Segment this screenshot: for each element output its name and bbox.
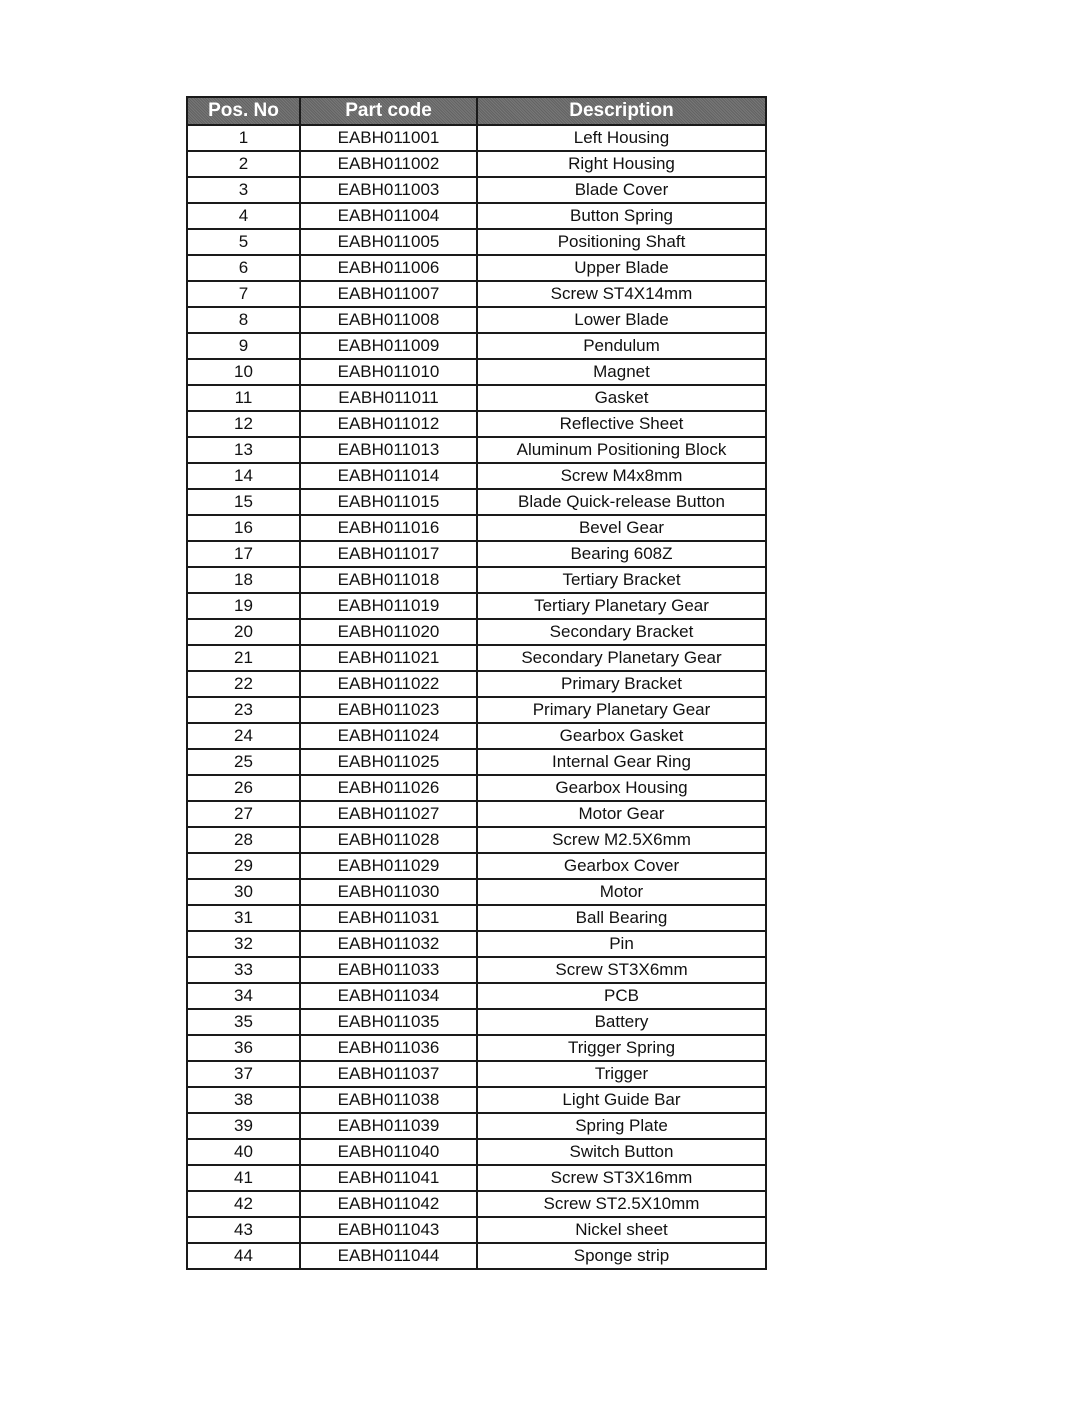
- part-code-cell: EABH011025: [300, 749, 477, 775]
- part-code-cell: EABH011004: [300, 203, 477, 229]
- pos-no-cell: 4: [187, 203, 300, 229]
- table-row: [187, 619, 766, 645]
- pos-no-cell: 30: [187, 879, 300, 905]
- part-code-cell: EABH011041: [300, 1165, 477, 1191]
- table-row: [187, 437, 766, 463]
- table-row: [187, 203, 766, 229]
- table-row: [187, 775, 766, 801]
- description-cell: Motor: [477, 879, 766, 905]
- table-body: [187, 125, 766, 1269]
- part-code-cell: EABH011015: [300, 489, 477, 515]
- description-cell: Pin: [477, 931, 766, 957]
- part-code-cell: EABH011017: [300, 541, 477, 567]
- description-cell: Primary Planetary Gear: [477, 697, 766, 723]
- table-row: [187, 411, 766, 437]
- table-row: [187, 593, 766, 619]
- table-row: [187, 281, 766, 307]
- pos-no-cell: 17: [187, 541, 300, 567]
- table-row: [187, 515, 766, 541]
- pos-no-cell: 12: [187, 411, 300, 437]
- table-row: [187, 905, 766, 931]
- part-code-cell: EABH011044: [300, 1243, 477, 1269]
- description-cell: Internal Gear Ring: [477, 749, 766, 775]
- part-code-cell: EABH011007: [300, 281, 477, 307]
- part-code-cell: EABH011009: [300, 333, 477, 359]
- pos-no-cell: 36: [187, 1035, 300, 1061]
- description-cell: Tertiary Planetary Gear: [477, 593, 766, 619]
- pos-no-cell: 19: [187, 593, 300, 619]
- pos-no-cell: 2: [187, 151, 300, 177]
- part-code-cell: EABH011040: [300, 1139, 477, 1165]
- pos-no-cell: 40: [187, 1139, 300, 1165]
- pos-no-cell: 34: [187, 983, 300, 1009]
- description-cell: Switch Button: [477, 1139, 766, 1165]
- table-row: [187, 463, 766, 489]
- description-cell: PCB: [477, 983, 766, 1009]
- pos-no-cell: 44: [187, 1243, 300, 1269]
- description-cell: Secondary Bracket: [477, 619, 766, 645]
- description-cell: Trigger: [477, 1061, 766, 1087]
- part-code-cell: EABH011039: [300, 1113, 477, 1139]
- table-row: [187, 1087, 766, 1113]
- table-row: [187, 1139, 766, 1165]
- table-row: [187, 229, 766, 255]
- pos-no-cell: 41: [187, 1165, 300, 1191]
- pos-no-cell: 9: [187, 333, 300, 359]
- pos-no-cell: 22: [187, 671, 300, 697]
- part-code-cell: EABH011006: [300, 255, 477, 281]
- table-row: [187, 723, 766, 749]
- description-cell: Aluminum Positioning Block: [477, 437, 766, 463]
- pos-no-cell: 7: [187, 281, 300, 307]
- table-row: [187, 333, 766, 359]
- description-cell: Tertiary Bracket: [477, 567, 766, 593]
- table-row: [187, 567, 766, 593]
- table-row: [187, 1191, 766, 1217]
- table-row: [187, 749, 766, 775]
- pos-no-cell: 13: [187, 437, 300, 463]
- part-code-cell: EABH011016: [300, 515, 477, 541]
- table-row: [187, 879, 766, 905]
- parts-list-table: [186, 96, 767, 1270]
- table-row: [187, 541, 766, 567]
- pos-no-cell: 31: [187, 905, 300, 931]
- part-code-cell: EABH011014: [300, 463, 477, 489]
- table-row: [187, 801, 766, 827]
- description-cell: Secondary Planetary Gear: [477, 645, 766, 671]
- pos-no-cell: 32: [187, 931, 300, 957]
- description-cell: Bearing 608Z: [477, 541, 766, 567]
- description-cell: Screw ST4X14mm: [477, 281, 766, 307]
- table-row: [187, 177, 766, 203]
- description-cell: Right Housing: [477, 151, 766, 177]
- pos-no-cell: 39: [187, 1113, 300, 1139]
- table-row: [187, 385, 766, 411]
- pos-no-cell: 43: [187, 1217, 300, 1243]
- table-row: [187, 1165, 766, 1191]
- pos-no-cell: 29: [187, 853, 300, 879]
- pos-no-cell: 16: [187, 515, 300, 541]
- table-row: [187, 931, 766, 957]
- header-part-code: Part code: [300, 97, 477, 125]
- description-cell: Screw M2.5X6mm: [477, 827, 766, 853]
- part-code-cell: EABH011035: [300, 1009, 477, 1035]
- part-code-cell: EABH011018: [300, 567, 477, 593]
- table-row: [187, 125, 766, 151]
- description-cell: Spring Plate: [477, 1113, 766, 1139]
- part-code-cell: EABH011034: [300, 983, 477, 1009]
- part-code-cell: EABH011013: [300, 437, 477, 463]
- description-cell: Trigger Spring: [477, 1035, 766, 1061]
- part-code-cell: EABH011024: [300, 723, 477, 749]
- description-cell: Gearbox Housing: [477, 775, 766, 801]
- description-cell: Upper Blade: [477, 255, 766, 281]
- pos-no-cell: 11: [187, 385, 300, 411]
- header-pos-no: Pos. No: [187, 97, 300, 125]
- table-row: [187, 1035, 766, 1061]
- table-row: [187, 1243, 766, 1269]
- part-code-cell: EABH011011: [300, 385, 477, 411]
- pos-no-cell: 15: [187, 489, 300, 515]
- part-code-cell: EABH011037: [300, 1061, 477, 1087]
- part-code-cell: EABH011023: [300, 697, 477, 723]
- table-row: [187, 1113, 766, 1139]
- part-code-cell: EABH011029: [300, 853, 477, 879]
- table-row: [187, 853, 766, 879]
- description-cell: Gearbox Cover: [477, 853, 766, 879]
- part-code-cell: EABH011008: [300, 307, 477, 333]
- part-code-cell: EABH011042: [300, 1191, 477, 1217]
- description-cell: Magnet: [477, 359, 766, 385]
- pos-no-cell: 23: [187, 697, 300, 723]
- table-row: [187, 1009, 766, 1035]
- part-code-cell: EABH011036: [300, 1035, 477, 1061]
- part-code-cell: EABH011001: [300, 125, 477, 151]
- table-row: [187, 359, 766, 385]
- part-code-cell: EABH011019: [300, 593, 477, 619]
- pos-no-cell: 27: [187, 801, 300, 827]
- pos-no-cell: 18: [187, 567, 300, 593]
- description-cell: Gasket: [477, 385, 766, 411]
- pos-no-cell: 37: [187, 1061, 300, 1087]
- description-cell: Blade Quick-release Button: [477, 489, 766, 515]
- part-code-cell: EABH011021: [300, 645, 477, 671]
- table-row: [187, 255, 766, 281]
- description-cell: Bevel Gear: [477, 515, 766, 541]
- pos-no-cell: 28: [187, 827, 300, 853]
- part-code-cell: EABH011043: [300, 1217, 477, 1243]
- pos-no-cell: 21: [187, 645, 300, 671]
- description-cell: Button Spring: [477, 203, 766, 229]
- pos-no-cell: 42: [187, 1191, 300, 1217]
- part-code-cell: EABH011003: [300, 177, 477, 203]
- table-row: [187, 489, 766, 515]
- description-cell: Lower Blade: [477, 307, 766, 333]
- description-cell: Sponge strip: [477, 1243, 766, 1269]
- description-cell: Light Guide Bar: [477, 1087, 766, 1113]
- table-row: [187, 307, 766, 333]
- table-row: [187, 671, 766, 697]
- pos-no-cell: 24: [187, 723, 300, 749]
- description-cell: Screw ST2.5X10mm: [477, 1191, 766, 1217]
- description-cell: Gearbox Gasket: [477, 723, 766, 749]
- table-row: [187, 957, 766, 983]
- pos-no-cell: 33: [187, 957, 300, 983]
- pos-no-cell: 1: [187, 125, 300, 151]
- pos-no-cell: 25: [187, 749, 300, 775]
- pos-no-cell: 38: [187, 1087, 300, 1113]
- description-cell: Pendulum: [477, 333, 766, 359]
- description-cell: Ball Bearing: [477, 905, 766, 931]
- description-cell: Screw M4x8mm: [477, 463, 766, 489]
- part-code-cell: EABH011010: [300, 359, 477, 385]
- description-cell: Screw ST3X6mm: [477, 957, 766, 983]
- pos-no-cell: 20: [187, 619, 300, 645]
- part-code-cell: EABH011022: [300, 671, 477, 697]
- table-row: [187, 827, 766, 853]
- part-code-cell: EABH011030: [300, 879, 477, 905]
- part-code-cell: EABH011033: [300, 957, 477, 983]
- table-row: [187, 983, 766, 1009]
- table-row: [187, 151, 766, 177]
- description-cell: Nickel sheet: [477, 1217, 766, 1243]
- description-cell: Screw ST3X16mm: [477, 1165, 766, 1191]
- part-code-cell: EABH011032: [300, 931, 477, 957]
- part-code-cell: EABH011028: [300, 827, 477, 853]
- description-cell: Blade Cover: [477, 177, 766, 203]
- description-cell: Reflective Sheet: [477, 411, 766, 437]
- part-code-cell: EABH011002: [300, 151, 477, 177]
- description-cell: Battery: [477, 1009, 766, 1035]
- pos-no-cell: 6: [187, 255, 300, 281]
- header-description: Description: [477, 97, 766, 125]
- description-cell: Positioning Shaft: [477, 229, 766, 255]
- part-code-cell: EABH011038: [300, 1087, 477, 1113]
- pos-no-cell: 3: [187, 177, 300, 203]
- pos-no-cell: 10: [187, 359, 300, 385]
- table-row: [187, 1217, 766, 1243]
- part-code-cell: EABH011031: [300, 905, 477, 931]
- table-row: [187, 1061, 766, 1087]
- part-code-cell: EABH011012: [300, 411, 477, 437]
- description-cell: Left Housing: [477, 125, 766, 151]
- table-row: [187, 645, 766, 671]
- part-code-cell: EABH011026: [300, 775, 477, 801]
- description-cell: Motor Gear: [477, 801, 766, 827]
- description-cell: Primary Bracket: [477, 671, 766, 697]
- pos-no-cell: 14: [187, 463, 300, 489]
- part-code-cell: EABH011020: [300, 619, 477, 645]
- table-row: [187, 697, 766, 723]
- part-code-cell: EABH011005: [300, 229, 477, 255]
- pos-no-cell: 26: [187, 775, 300, 801]
- part-code-cell: EABH011027: [300, 801, 477, 827]
- pos-no-cell: 8: [187, 307, 300, 333]
- pos-no-cell: 35: [187, 1009, 300, 1035]
- table-header-row: [187, 97, 766, 125]
- pos-no-cell: 5: [187, 229, 300, 255]
